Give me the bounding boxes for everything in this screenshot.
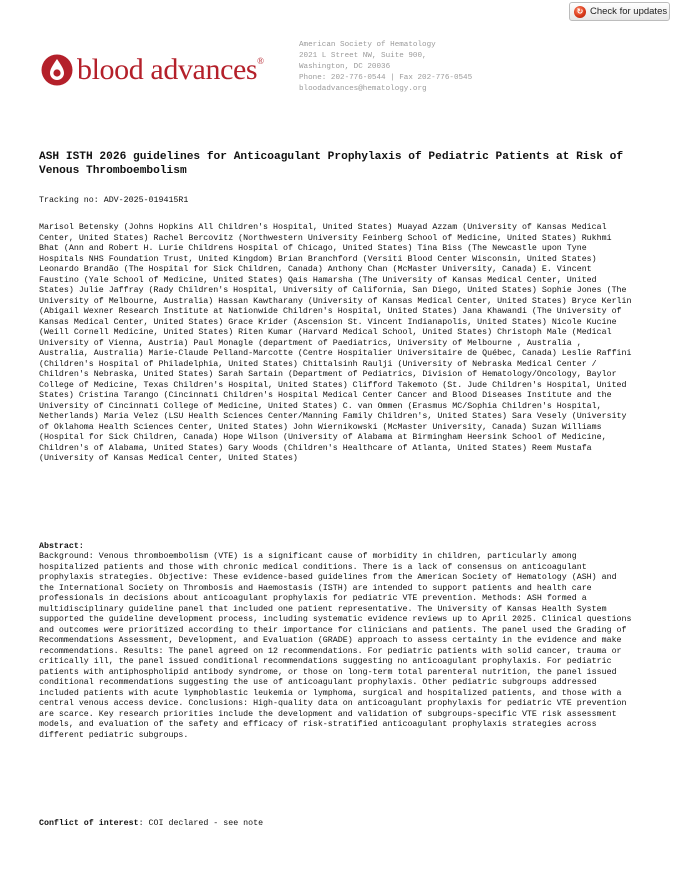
publisher-address [299,40,472,95]
address-street: 2021 L Street NW, Suite 900, [299,52,427,60]
address-email: bloodadvances@hematology.org [299,85,427,93]
address-city: Washington, DC 20036 [299,63,391,71]
manuscript-title: ASH ISTH 2026 guidelines for Anticoagulant Prophylaxis of Pediatric Patients at Risk of Venous Thromboembolism [39,151,624,177]
tracking-number: Tracking no: ADV-2025-019415R1 [39,196,189,205]
logo-wordmark [77,55,264,85]
coi-value: : COI declared - see note [138,819,264,828]
logo-registered-mark: ® [257,56,264,66]
coi-label: Conflict of interest [39,819,139,828]
check-for-updates-button[interactable] [569,2,670,21]
logo-text: blood advances [77,53,258,86]
blood-drop-logo-icon [40,53,74,87]
abstract-text: Background: Venous thromboembolism (VTE) is a significant cause of morbidity in children, particularly among hospitalized patients and those with chronic medical conditions. There is a lack of consensus on anticoagulant prophylaxis strategies. Objective: These evidence-based guidelines from the American Society of Hematology (ASH) and the International Society on Thrombosis and Haemostasis (ISTH) are intended to support patients and health care professionals in decisions about anticoagulant prophylaxis for pediatric VTE prevention. Methods: ASH formed a multidisciplinary guideline panel that included one patient representative. The University of Kansas Health System supported the guideline development process, including systematic evidence reviews up to April 2025. Clinical questions and outcomes were prioritized according to their importance for clinicians and patients. The panel used the Grading of Recommendations Assessment, Development, and Evaluation (GRADE) approach to assess certainty in the evidence and make recommendations. Results: The panel agreed on 12 recommendations. For pediatric patients with solid cancer, trauma or critically ill, the panel issued conditional recommendations suggesting no anticoagulant prophylaxis. For pediatric patients with antiphospholipid antibody syndrome, or those on long-term total parenteral nutrition, the panel issued conditional recommendations suggesting the use of anticoagulant prophylaxis. Other pediatric subgroups addressed included patients with acute lymphoblastic leukemia or lymphoma, surgical and hospitalized patients, and those with a central venous access device. Conclusions: High-quality data on anticoagulant prophylaxis for pediatric VTE prevention are scarce. Key research priorities include the development and validation of subgroups-specific VTE risk assessment models, and evaluation of the safety and efficacy of risk-stratified anticoagulant prophylaxis strategies across different pediatric subgroups. [39,552,632,740]
conflict-of-interest [39,818,263,829]
address-org: American Society of Hematology [299,41,436,49]
address-phone: Phone: 202-776-0544 | Fax 202-776-0545 [299,74,473,82]
check-for-updates-label: Check for updates [590,6,668,17]
blood-advances-logo [40,52,264,88]
check-updates-icon: ↻ [574,6,586,18]
abstract-heading: Abstract: [39,542,84,551]
author-list: Marisol Betensky (Johns Hopkins All Children's Hospital, United States) Muayad Azzam (University of Kansas Medical Center, United States) Rachel Bercovitz (Northwestern University Feinberg School of Medicine, United States) Rukhmi Bhat (Ann and Robert H. Lurie Childrens Hospital of Chicago, United States) Tina Biss (The Newcastle upon Tyne Hospitals NHS Foundation Trust, United Kingdom) Brian Branchford (Versiti Blood Center Wisconsin, United States) Leonardo Brandão (The Hospital for Sick Children, Canada) Anthony Chan (McMaster University, Canada) E. Vincent Faustino (Yale School of Medicine, United States) Qais Hamarsha (The University of Kansas Medical Center, United States) Julie Jaffray (Rady Children's Hospital, University of California, San Diego, United States) Sophie Jones (The University of Melbourne, Australia) Hassan Kawtharany (University of Kansas Medical Center, United States) Bryce Kerlin (Abigail Wexner Research Institute at Nationwide Children's Hospital, United States) Jana Khawandi (The University of Kansas Medical Center, United States) Grace Krider (Ascension St. Vincent Indianapolis, United States) Nicole Kucine (Weill Cornell Medicine, United States) Riten Kumar (Harvard Medical School, United States) Christoph Male (Medical University of Vienna, Austria) Paul Monagle (department of Paediatrics, University of Melbourne , Australia , Australia, Australia) Marie-Claude Pelland-Marcotte (Centre Hospitalier Universitaire de Québec, Canada) Leslie Raffini (Children's Hospital of Philadelphia, United States) Chittalsinh Raulji (University of Nebraska Medical Center / Children's Nebraska, United States) Sarah Sartain (Department of Pediatrics, Division of Hematology/Oncology, Baylor College of Medicine, Texas Children's Hospital, United States) Clifford Takemoto (St. Jude Children's Hospital, United States) Cristina Tarango (Cincinnati Children's Hospital Medical Center Cancer and Blood Diseases Institute and the University of Cincinnati College of Medicine, United States) C. van Ommen (Erasmus MC/Sophia Children's Hospital, Netherlands) Maria Velez (LSU Health Sciences Center/Manning Family Children's, United States) Sara Vesely (University of Oklahoma Health Sciences Center, United States) John Wiernikowski (McMaster University, Canada) Suzan Williams (Hospital for Sick Children, Canada) Hope Wilson (University of Alabama at Birmingham Heersink School of Medicine, Children's of Alabama, United States) Gary Woods (Children's Healthcare of Atlanta, United States) Reem Mustafa (University of Kansas Medical Center, United States) [39,223,632,463]
